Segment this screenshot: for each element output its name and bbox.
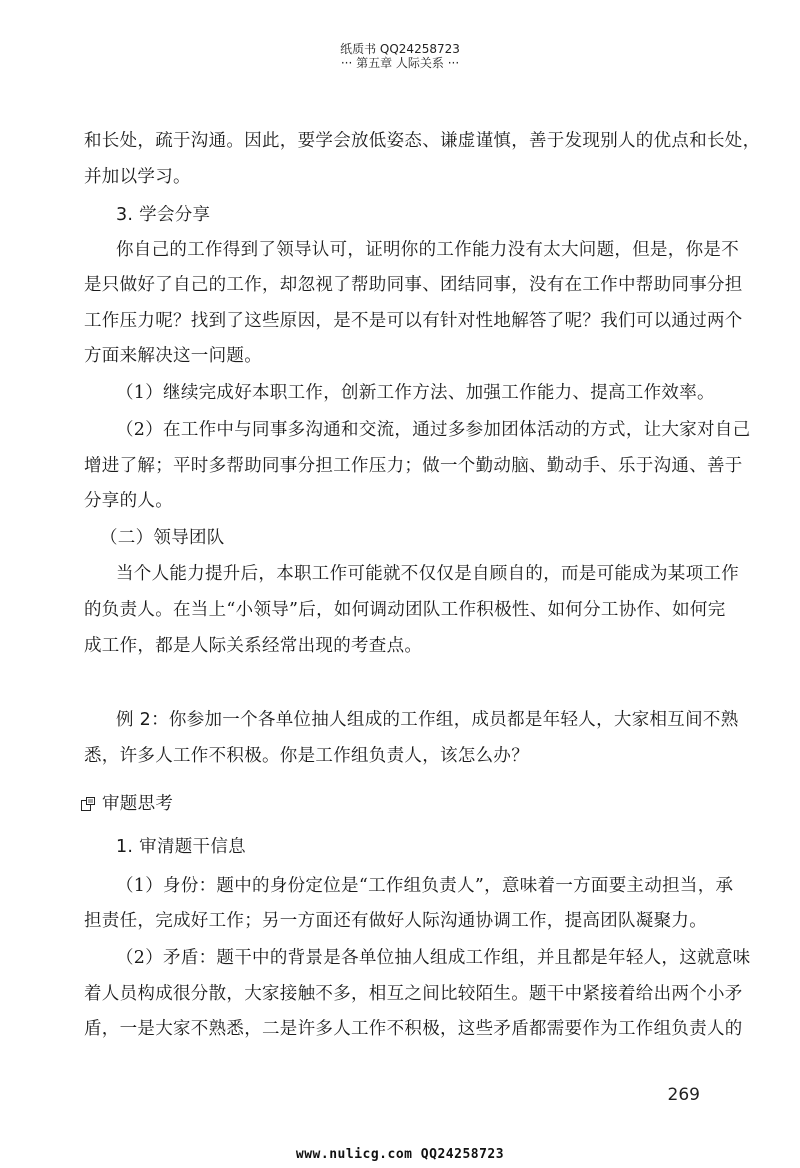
paragraph-line: 增进了解；平时多帮助同事分担工作压力；做一个勤动脑、勤动手、乐于沟通、善于: [84, 456, 743, 476]
list-item: （1）继续完成好本职工作，创新工作方法、加强工作能力、提高工作效率。: [116, 383, 715, 403]
list-item: （2）在工作中与同事多沟通和交流，通过多参加团体活动的方式，让大家对自己: [116, 420, 751, 440]
section-heading: 1. 审清题干信息: [116, 837, 246, 857]
paragraph-line: 担责任，完成好工作；另一方面还有做好人际沟通协调工作，提高团队凝聚力。: [84, 911, 707, 931]
watermark-header: 纸质书 QQ24258723: [340, 42, 460, 56]
list-item: （2）矛盾：题干中的背景是各单位抽人组成工作组，并且都是年轻人，这就意味: [116, 948, 751, 968]
paragraph-line: 工作压力呢？找到了这些原因，是不是可以有针对性地解答了呢？我们可以通过两个: [84, 311, 743, 331]
paragraph-line: 盾，一是大家不熟悉，二是许多人工作不积极，这些矛盾都需要作为工作组负责人的: [84, 1019, 743, 1039]
chapter-header: ··· 第五章 人际关系 ···: [340, 56, 460, 70]
list-item: （1）身份：题中的身份定位是“工作组负责人”，意味着一方面要主动担当，承: [116, 876, 734, 896]
think-heading: 审题思考: [102, 794, 174, 814]
paragraph-line: 着人员构成很分散，大家接触不多，相互之间比较陌生。题干中紧接着给出两个小矛: [84, 984, 743, 1004]
notepad-icon: [80, 796, 96, 812]
paragraph-line: 的负责人。在当上“小领导”后，如何调动团队工作积极性、如何分工协作、如何完: [84, 600, 726, 620]
paragraph-line: 并加以学习。: [84, 167, 191, 187]
paragraph-line: 是只做好了自己的工作，却忽视了帮助同事、团结同事，没有在工作中帮助同事分担: [84, 275, 743, 295]
page-number: 269: [667, 1085, 700, 1105]
section-heading: 3. 学会分享: [116, 205, 211, 225]
paragraph-line: 当个人能力提升后，本职工作可能就不仅仅是自顾自的，而是可能成为某项工作: [116, 564, 739, 584]
section-heading: （二）领导团队: [100, 528, 225, 548]
example-line: 悉，许多人工作不积极。你是工作组负责人，该怎么办？: [84, 746, 529, 766]
example-line: 例 2：你参加一个各单位抽人组成的工作组，成员都是年轻人，大家相互间不熟: [116, 710, 739, 730]
paragraph-line: 你自己的工作得到了领导认可，证明你的工作能力没有太大问题，但是，你是不: [116, 240, 739, 260]
paragraph-line: 分享的人。: [84, 491, 173, 511]
paragraph-line: 成工作，都是人际关系经常出现的考查点。: [84, 636, 423, 656]
paragraph-line: 方面来解决这一问题。: [84, 346, 262, 366]
footer-watermark: www.nulicg.com QQ24258723: [295, 1147, 505, 1162]
paragraph-line: 和长处，疏于沟通。因此，要学会放低姿态、谦虚谨慎，善于发现别人的优点和长处，: [84, 131, 761, 151]
